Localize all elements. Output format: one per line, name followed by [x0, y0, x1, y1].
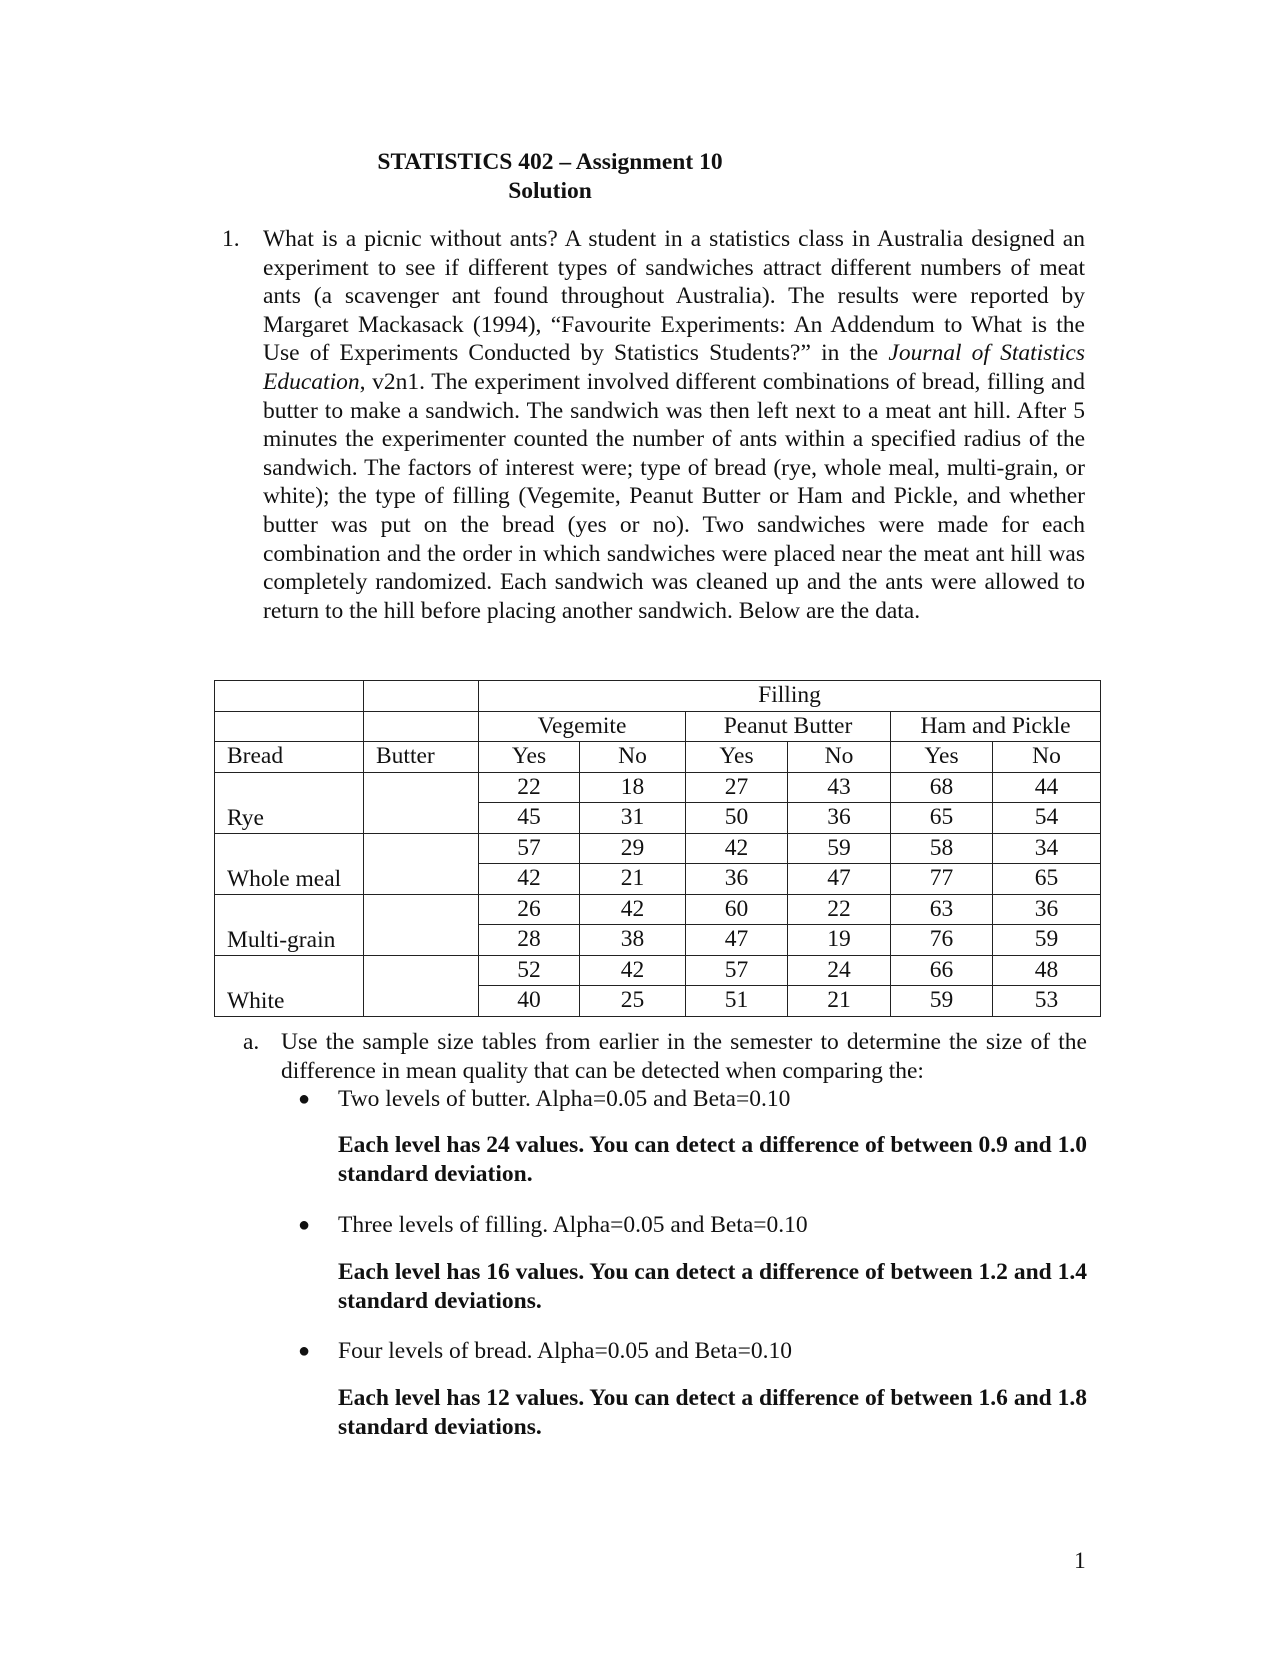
header-row-fillings [215, 711, 1101, 742]
data-cell: 60 [686, 894, 788, 925]
data-cell: 36 [686, 864, 788, 895]
bullet-icon: ● [298, 1214, 311, 1236]
question-text [263, 225, 1085, 625]
filling-ham-and-pickle: Ham and Pickle [891, 711, 1101, 742]
data-cell: 63 [891, 894, 993, 925]
answer-butter: Each level has 24 values. You can detect a difference of between 0.9 and 1.0 standard deviation. [338, 1132, 1087, 1187]
table-row [215, 772, 1101, 803]
question-text-part-1: What is a picnic without ants? A student in a statistics class in Australia designed an experiment to see if different types of sandwiches attract different numbers of meat ants (a scavenger ant found throughout Australia). The results were reported by Margaret Mackasack (1994), “Favourite Experiments: An Addendum to What is the Use of Experiments Conducted by Statistics Students?” in the [263, 226, 1085, 367]
bread-label: Whole meal [215, 833, 364, 894]
question-number: 1. [222, 226, 240, 252]
butter-cell [364, 894, 479, 955]
butter-cell [364, 833, 479, 894]
bullet-text-bread: Four levels of bread. Alpha=0.05 and Beta=0.10 [338, 1338, 792, 1364]
data-cell: 57 [479, 833, 580, 864]
answer-filling: Each level has 16 values. You can detect a difference of between 1.2 and 1.4 standard deviations. [338, 1259, 1087, 1314]
bullet-icon: ● [298, 1340, 311, 1362]
data-cell: 65 [891, 803, 993, 834]
answer-bread: Each level has 12 values. You can detect a difference of between 1.6 and 1.8 standard deviations. [338, 1385, 1087, 1440]
table-row [215, 955, 1101, 986]
data-cell: 76 [891, 925, 993, 956]
data-cell: 77 [891, 864, 993, 895]
data-cell: 22 [788, 894, 891, 925]
data-cell: 25 [580, 986, 686, 1017]
data-cell: 50 [686, 803, 788, 834]
data-cell: 65 [993, 864, 1101, 895]
bread-label: White [215, 955, 364, 1016]
data-cell: 21 [788, 986, 891, 1017]
data-cell: 43 [788, 772, 891, 803]
data-cell: 22 [479, 772, 580, 803]
part-a-text: Use the sample size tables from earlier in the semester to determine the size of the difference in mean quality that can be detected when comparing the: [281, 1029, 1087, 1084]
data-cell: 42 [580, 894, 686, 925]
bread-header: Bread [215, 742, 364, 773]
data-cell: 24 [788, 955, 891, 986]
page-number: 1 [1074, 1548, 1086, 1574]
bread-label: Multi-grain [215, 894, 364, 955]
data-cell: 51 [686, 986, 788, 1017]
data-cell: 68 [891, 772, 993, 803]
filling-peanut-butter: Peanut Butter [686, 711, 891, 742]
data-cell: 54 [993, 803, 1101, 834]
data-cell: 45 [479, 803, 580, 834]
butter-cell [364, 772, 479, 833]
data-cell: 38 [580, 925, 686, 956]
journal-name: Journal of Statistics Education [263, 340, 1085, 395]
no-header: No [580, 742, 686, 773]
data-cell: 52 [479, 955, 580, 986]
data-cell: 47 [686, 925, 788, 956]
data-cell: 53 [993, 986, 1101, 1017]
data-cell: 29 [580, 833, 686, 864]
data-cell: 26 [479, 894, 580, 925]
data-cell: 36 [788, 803, 891, 834]
data-cell: 58 [891, 833, 993, 864]
data-cell: 48 [993, 955, 1101, 986]
question-text-part-2: , v2n1. The experiment involved different combinations of bread, filling and butter to make a sandwich. The sandwich was then left next to a meat ant hill. After 5 minutes the experimenter counted the number of ants within a specified radius of the sandwich. The factors of interest were; type of bread (rye, whole meal, multi-grain, or white); the type of filling (Vegemite, Peanut Butter or Ham and Pickle, and whether butter was put on the bread (yes or no). Two sandwiches were made for each combination and the order in which sandwiches were placed near the meat ant hill was completely randomized. Each sandwich was cleaned up and the ants were allowed to return to the hill before placing another sandwich. Below are the data. [263, 368, 1085, 624]
data-cell: 18 [580, 772, 686, 803]
yes-header: Yes [891, 742, 993, 773]
data-cell: 59 [891, 986, 993, 1017]
bread-label: Rye [215, 772, 364, 833]
data-cell: 59 [788, 833, 891, 864]
data-cell: 59 [993, 925, 1101, 956]
part-a-letter: a. [243, 1029, 260, 1055]
butter-cell [364, 955, 479, 1016]
data-cell: 42 [686, 833, 788, 864]
yes-header: Yes [686, 742, 788, 773]
data-cell: 40 [479, 986, 580, 1017]
data-cell: 42 [580, 955, 686, 986]
data-cell: 44 [993, 772, 1101, 803]
filling-vegemite: Vegemite [479, 711, 686, 742]
filling-header: Filling [479, 681, 1101, 712]
bullet-text-filling: Three levels of filling. Alpha=0.05 and Beta=0.10 [338, 1212, 808, 1238]
header-row-butter [215, 742, 1101, 773]
data-cell: 31 [580, 803, 686, 834]
data-table [214, 680, 1101, 1017]
title-line-1: STATISTICS 402 – Assignment 10 [377, 149, 723, 175]
data-cell: 21 [580, 864, 686, 895]
bullet-text-butter: Two levels of butter. Alpha=0.05 and Beta=0.10 [338, 1086, 791, 1112]
no-header: No [993, 742, 1101, 773]
butter-header: Butter [364, 742, 479, 773]
data-cell: 36 [993, 894, 1101, 925]
no-header: No [788, 742, 891, 773]
document-title [0, 148, 1190, 206]
bullet-icon: ● [298, 1088, 311, 1110]
data-cell: 66 [891, 955, 993, 986]
table-row [215, 833, 1101, 864]
table-row [215, 894, 1101, 925]
title-line-2: Solution [508, 178, 592, 204]
data-cell: 34 [993, 833, 1101, 864]
data-cell: 47 [788, 864, 891, 895]
data-cell: 42 [479, 864, 580, 895]
data-cell: 27 [686, 772, 788, 803]
yes-header: Yes [479, 742, 580, 773]
header-row-filling [215, 681, 1101, 712]
data-cell: 57 [686, 955, 788, 986]
data-cell: 28 [479, 925, 580, 956]
data-cell: 19 [788, 925, 891, 956]
